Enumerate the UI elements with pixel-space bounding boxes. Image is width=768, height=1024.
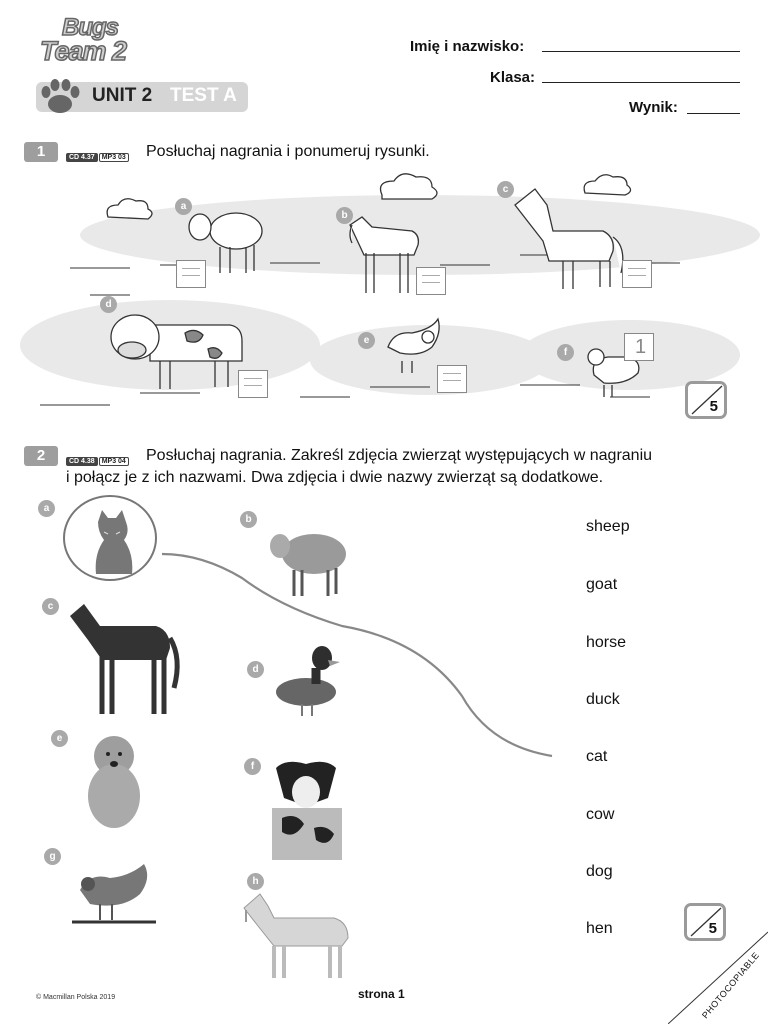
mp3-track-badge: MP3 03: [99, 153, 129, 162]
answer-box-c[interactable]: [622, 260, 652, 288]
example-answer: 1: [635, 336, 647, 358]
photo-hen[interactable]: [72, 860, 156, 928]
photo-letter-a: a: [38, 500, 55, 517]
photo-goat[interactable]: [240, 888, 360, 982]
class-label: Klasa:: [490, 69, 536, 86]
picture-letter-f: f: [557, 344, 574, 361]
corner-fold-line: [668, 928, 768, 1024]
photo-cat[interactable]: [60, 492, 164, 586]
example-connecting-line: [150, 548, 560, 764]
name-field[interactable]: [542, 51, 740, 52]
photo-letter-e: e: [51, 730, 68, 747]
picture-letter-e: e: [358, 332, 375, 349]
exercise-2-instruction-line-1: Posłuchaj nagrania. Zakreśl zdjęcia zwierząt występujących w nagraniu: [146, 447, 653, 464]
score-field[interactable]: [687, 113, 740, 114]
photo-letter-g: g: [44, 848, 61, 865]
answer-box-e[interactable]: [437, 365, 467, 393]
unit-label: UNIT 2: [92, 85, 153, 106]
cd-track-badge: CD 4.37: [66, 153, 98, 162]
picture-letter-d: d: [100, 296, 117, 313]
photo-cow[interactable]: [262, 748, 352, 862]
name-label: Imię i nazwisko:: [410, 38, 525, 55]
photocopiable-mark: PHOTOCOPIABLE: [700, 950, 762, 1021]
word-cow[interactable]: cow: [586, 806, 615, 823]
farm-scene-illustration: [0, 165, 768, 425]
exercise-1-instruction: Posłuchaj nagrania i ponumeruj rysunki.: [146, 143, 430, 160]
class-field[interactable]: [542, 82, 740, 83]
word-dog[interactable]: dog: [586, 863, 613, 880]
word-hen[interactable]: hen: [586, 920, 613, 937]
score-label: Wynik:: [629, 99, 678, 116]
exercise-1-audio-tag: [66, 146, 129, 164]
bugs-team-logo: Bugs Team 2: [40, 14, 127, 66]
picture-letter-b: b: [336, 207, 353, 224]
test-label: TEST A: [170, 85, 237, 106]
exercise-1-max-score: 5: [709, 398, 718, 415]
exercise-2-max-score: 5: [708, 920, 717, 937]
photo-letter-h: h: [247, 873, 264, 890]
answer-box-d[interactable]: [238, 370, 268, 398]
photo-letter-b: b: [240, 511, 257, 528]
page-number: strona 1: [358, 987, 405, 1001]
word-sheep[interactable]: sheep: [586, 518, 630, 535]
word-cat[interactable]: cat: [586, 748, 608, 765]
answer-box-b[interactable]: [416, 267, 446, 295]
unit-test-banner: [36, 82, 248, 112]
answer-box-f[interactable]: [624, 333, 654, 361]
word-duck[interactable]: duck: [586, 691, 620, 708]
picture-letter-c: c: [497, 181, 514, 198]
word-goat[interactable]: goat: [586, 576, 618, 593]
exercise-2-number: 2: [24, 446, 58, 466]
exercise-1-score-box: [685, 381, 727, 419]
copyright-note: © Macmillan Polska 2019: [36, 994, 116, 1001]
exercise-1-number: 1: [24, 142, 58, 162]
photo-letter-c: c: [42, 598, 59, 615]
exercise-2-audio-tag: [66, 450, 129, 468]
cd-track-badge: CD 4.38: [66, 457, 98, 466]
exercise-2-instruction-line-2: i połącz je z ich nazwami. Dwa zdjęcia i dwie nazwy zwierząt są dodatkowe.: [66, 469, 604, 486]
photo-letter-f: f: [244, 758, 261, 775]
photo-dog[interactable]: [80, 730, 150, 830]
mp3-track-badge: MP3 04: [99, 457, 129, 466]
paw-print-icon: [38, 78, 86, 116]
word-horse[interactable]: horse: [586, 634, 627, 651]
picture-letter-a: a: [175, 198, 192, 215]
photo-letter-d: d: [247, 661, 264, 678]
answer-box-a[interactable]: [176, 260, 206, 288]
